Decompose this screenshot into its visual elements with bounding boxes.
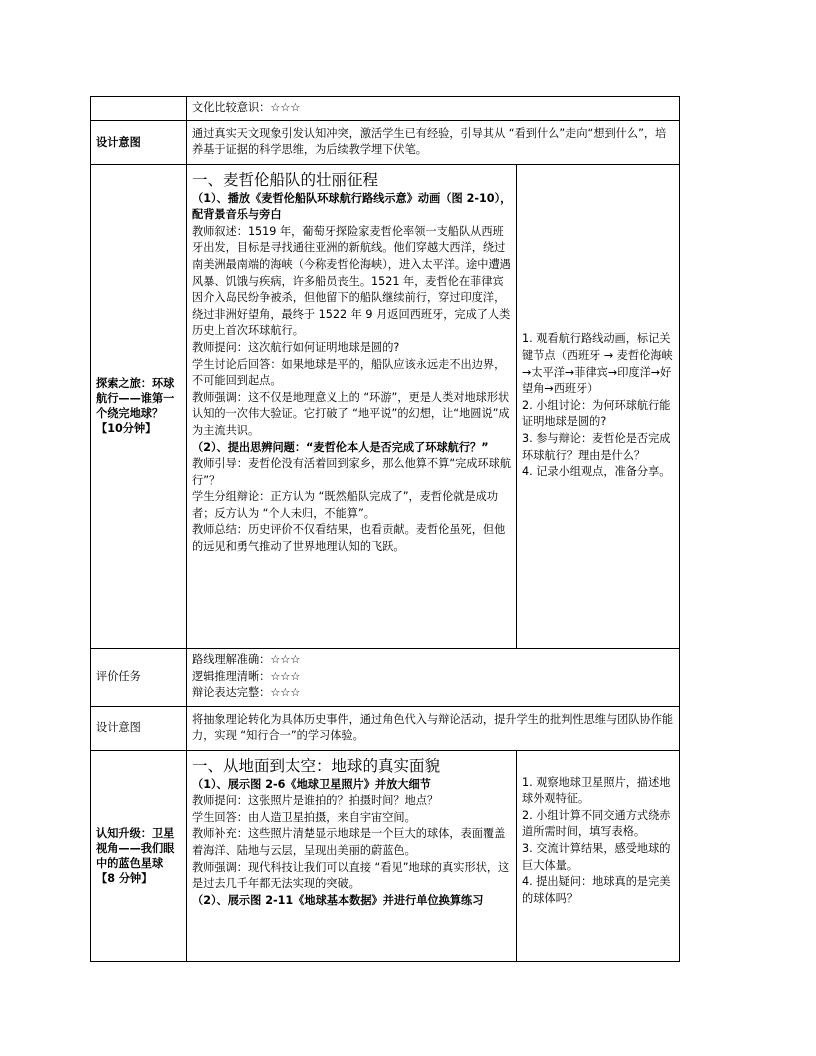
step-heading: （1）、播放《麦哲伦船队环球航行路线示意》动画（图 2-10），配背景音乐与旁白 [192, 191, 512, 222]
list-item: 3. 参与辩论：麦哲伦是否完成环球航行？理由是什么？ [522, 431, 671, 462]
paragraph: 学生分组辩论：正方认为 “既然船队完成了”，麦哲伦就是成功者；反方认为 “个人未归，不能算”。 [192, 490, 499, 520]
paragraph: 教师补充：这些照片清楚显示地球是一个巨大的球体，表面覆盖着海洋、陆地与云层，呈现出美丽的蔚蓝色。 [192, 827, 506, 857]
paragraph: 教师提问：这次航行如何证明地球是圆的? [192, 340, 400, 354]
list-item: 3. 交流计算结果，感受地球的巨大体量。 [522, 841, 671, 872]
design-intent-text: 将抽象理论转化为具体历史事件，通过角色代入与辩论活动，提升学生的批判性思维与团队协作能力，实现 “知行合一”的学习体验。 [187, 706, 680, 750]
list-item: 1. 观看航行路线动画，标记关键节点（西班牙 → 麦哲伦海峡→太平洋→菲律宾→印度洋→好望角→西班牙） [522, 332, 673, 396]
teaching-content-cell [187, 750, 517, 961]
list-item: 2. 小组讨论：为何环球航行能证明地球是圆的? [522, 398, 671, 429]
paragraph: 教师引导：麦哲伦没有活着回到家乡，那么他算不算“完成环球航行”？ [192, 457, 512, 487]
section-heading: 一、从地面到太空：地球的真实面貌 [192, 756, 441, 775]
list-item: 4. 提出疑问：地球真的是完美的球体吗？ [522, 875, 671, 905]
paragraph: 学生回答：由人造卫星拍摄，来自宇宙空间。 [192, 810, 416, 824]
design-intent-text: 通过真实天文现象引发认知冲突，激活学生已有经验，引导其从 “看到什么”走向“想到什么”，培养基于证据的科学思维，为后续教学埋下伏笔。 [187, 120, 680, 164]
table-row [91, 706, 680, 750]
row-label: 探索之旅：环球航行——谁第一个绕完地球？【10分钟】 [91, 164, 187, 648]
row-label: 设计意图 [91, 706, 187, 750]
row-label: 评价任务 [91, 648, 187, 706]
paragraph: 教师强调：这不仅是地理意义上的 “环游”，更是人类对地球形状认知的一次伟大验证。它打破了 “地平说”的幻想，让“地圆说”成为主流共识。 [192, 390, 510, 437]
list-item: 1. 观察地球卫星照片，描述地球外观特征。 [522, 775, 671, 806]
table-row [91, 648, 680, 706]
lesson-plan-table [90, 96, 680, 962]
paragraph: 教师叙述：1519 年，葡萄牙探险家麦哲伦率领一支船队从西班牙出发，目标是寻找通往亚洲的新航线。他们穿越大西洋，绕过南美洲最南端的海峡（今称麦哲伦海峡），进入太平洋。途中遭遇风暴、饥饿与疾病，许多船员丧生。1521 年，麦哲伦在菲律宾因介入岛民纷争被杀，但他留下的船队继续前行，穿过印度洋，绕过非洲好望角，最终于 1522 年 9 月返回西班牙，完成了人类历史上首次环球航行。 [192, 224, 511, 338]
paragraph: 教师强调：现代科技让我们可以直接 “看见”地球的真实形状，这是过去几千年都无法实现的突破。 [192, 860, 510, 891]
culture-awareness-rating: 文化比较意识：☆☆☆ [187, 97, 680, 121]
table-row [91, 97, 680, 121]
rating-line: 辩论表达完整：☆☆☆ [192, 686, 301, 700]
paragraph: 学生讨论后回答：如果地球是平的，船队应该永远走不出边界，不可能回到起点。 [192, 357, 506, 388]
table-row [91, 120, 680, 164]
list-item: 2. 小组计算不同交通方式绕赤道所需时间，填写表格。 [522, 808, 671, 839]
student-activity-cell [517, 164, 680, 648]
step-heading: （1）、展示图 2-6《地球卫星照片》并放大细节 [192, 777, 431, 791]
student-activity-cell [517, 750, 680, 961]
table-row [91, 750, 680, 961]
rating-line: 路线理解准确：☆☆☆ [192, 653, 301, 667]
row-label: 认知升级：卫星视角——我们眼中的蓝色星球【8 分钟】 [91, 750, 187, 961]
empty-cell [91, 97, 187, 121]
row-label: 设计意图 [91, 120, 187, 164]
section-heading: 一、麦哲伦船队的壮丽征程 [192, 170, 379, 189]
paragraph: 教师总结：历史评价不仅看结果，也看贡献。麦哲伦虽死，但他的远见和勇气推动了世界地理认知的飞跃。 [192, 523, 506, 554]
teaching-content-cell [187, 164, 517, 648]
table-row [91, 164, 680, 648]
rating-line: 逻辑推理清晰：☆☆☆ [192, 669, 301, 683]
step-heading: （2）、提出思辨问题：“麦哲伦本人是否完成了环球航行？” [192, 440, 489, 454]
step-heading: （2）、展示图 2-11《地球基本数据》并进行单位换算练习 [192, 893, 484, 907]
evaluation-cell [187, 648, 680, 706]
paragraph: 教师提问：这张照片是谁拍的？拍摄时间？地点？ [192, 794, 439, 808]
list-item: 4. 记录小组观点，准备分享。 [522, 465, 671, 479]
